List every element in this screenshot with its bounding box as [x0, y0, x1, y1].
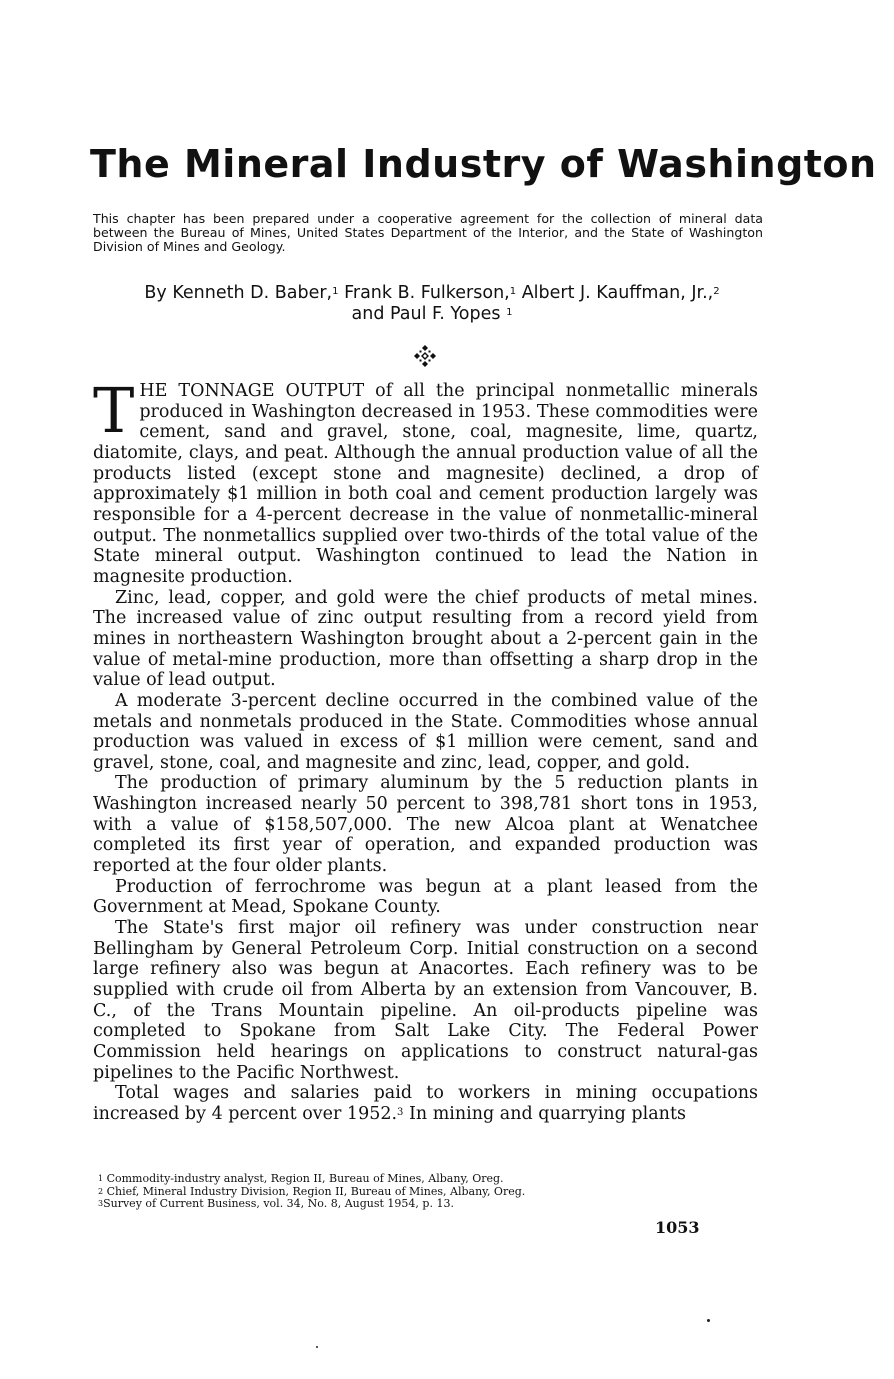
author-name: By Kenneth D. Baber, — [144, 283, 333, 303]
paragraph: Zinc, lead, copper, and gold were the chief products of metal mines. The increased value of zinc output resulting from a record yield from mines in northeastern Washington brought about a 2-percent gain in the value of metal-mine production, more than offsetting a sharp drop in the value of lead output. — [93, 587, 758, 691]
author-byline — [90, 283, 774, 325]
cooperative-agreement-note: This chapter has been prepared under a cooperative agreement for the collection of mineral data between the Bureau of Mines, United States Department of the Interior, and the State of Washington Division of Mines and Geology. — [93, 211, 763, 254]
footnote-text: Survey of Current Business, vol. 34, No. 8, August 1954, p. 13. — [103, 1197, 454, 1210]
author-name: and Paul F. Yopes — [351, 304, 501, 324]
author-name: Albert J. Kauffman, Jr., — [521, 283, 714, 303]
author-footnote-mark: 1 — [506, 307, 513, 318]
print-speck — [316, 1346, 318, 1348]
footnote-reference: 3 — [397, 1106, 404, 1118]
paragraph — [93, 374, 758, 588]
footnote-mark: 3 — [98, 1199, 104, 1208]
paragraph: A moderate 3-percent decline occurred in the combined value of the metals and nonmetals produced in the State. Commodities whose annual production was valued in excess of $1 million were cement, sand and gravel, stone, coal, and magnesite and zinc, lead, copper, and gold. — [93, 690, 758, 773]
paragraph: The State's first major oil refinery was under construction near Bellingham by General Petroleum Corp. Initial construction on a second large refinery also was begun at Anacortes. Each refinery was to be supplied with crude oil from Alberta by an extension from Vancouver, B. C., of the Trans Mountain pipeline. An oil-products pipeline was completed to Spokane from Salt Lake City. The Federal Power Commission held hearings on applications to construct natural-gas pipelines to the Pacific Northwest. — [93, 918, 758, 1083]
paragraph: Production of ferrochrome was begun at a plant leased from the Government at Mead, Spokane County. — [93, 876, 758, 918]
drop-cap: T — [93, 374, 135, 447]
paragraph-text: HE TONNAGE OUTPUT of all the principal nonmetallic minerals produced in Washington decreased in 1953. These commodities were cement, sand and gravel, stone, coal, magnesite, lime, quartz, diatomite, clays, and peat. Although the annual production value of all the products listed (except stone and magnesite) declined, a drop of approximately $1 million in both coal and cement production largely was responsible for a 4-percent decrease in the value of nonmetallic-mineral output. The nonmetallics supplied over two-thirds of the total value of the State mineral output. Washington continued to lead the Nation in magnesite production. — [93, 381, 758, 587]
chapter-title: The Mineral Industry of Washington — [90, 142, 877, 186]
author-footnote-mark: 2 — [713, 286, 720, 297]
footnote-text: Chief, Mineral Industry Division, Region II, Bureau of Mines, Albany, Oreg. — [103, 1184, 526, 1198]
footnote-text: Commodity-industry analyst, Region II, Bureau of Mines, Albany, Oreg. — [103, 1172, 504, 1185]
paragraph-text: In mining and quarrying plants — [403, 1103, 686, 1124]
footnotes — [98, 1173, 698, 1211]
footnote-mark: 1 — [98, 1174, 104, 1183]
chapter-body — [93, 374, 758, 1125]
paragraph-text: Total wages and salaries paid to workers in mining occupations increased by 4 percent over 1952. — [93, 1083, 758, 1124]
page-number: 1053 — [655, 1218, 700, 1237]
author-footnote-mark: 1 — [332, 286, 339, 297]
author-name: Frank B. Fulkerson, — [344, 283, 510, 303]
print-speck — [707, 1319, 710, 1322]
footnote-mark: 2 — [98, 1186, 104, 1196]
decorative-diamond-icon — [413, 344, 437, 368]
author-footnote-mark: 1 — [509, 286, 517, 297]
footnote — [98, 1198, 698, 1211]
paragraph — [93, 1083, 758, 1124]
paragraph: The production of primary aluminum by the 5 reduction plants in Washington increased nearly 50 percent to 398,781 short tons in 1953, with a value of $158,507,000. The new Alcoa plant at Wenatchee completed its first year of operation, and expanded production was reported at the four older plants. — [93, 773, 758, 877]
